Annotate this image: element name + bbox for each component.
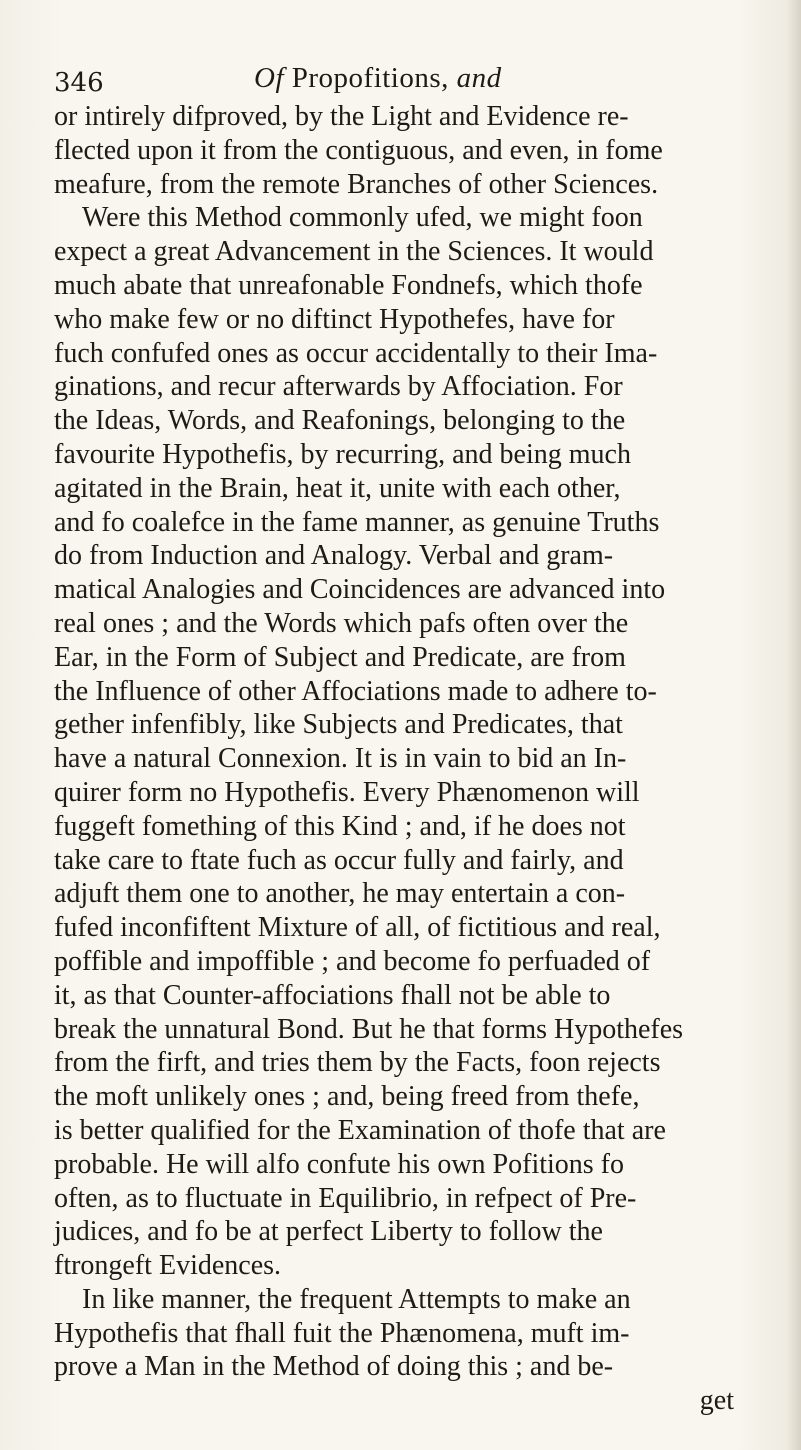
text-line: Hypothefis that fhall fuit the Phænomena, muft im- — [54, 1317, 630, 1349]
text-line: quirer form no Hypothefis. Every Phænomenon will — [54, 776, 640, 808]
text-line: have a natural Connexion. It is in vain to bid an In- — [54, 743, 627, 775]
text-line: In like manner, the frequent Attempts to make an — [82, 1283, 631, 1315]
text-line: Ear, in the Form of Subject and Predicate, are from — [54, 641, 626, 673]
text-line: from the firft, and tries them by the Facts, foon rejects — [54, 1047, 661, 1079]
page-header — [54, 60, 754, 100]
text-line: fufed inconfiftent Mixture of all, of fictitious and real, — [54, 912, 661, 944]
text-line: gether infenfibly, like Subjects and Predicates, that — [54, 709, 623, 741]
text-line: break the unnatural Bond. But he that forms Hypothefes — [54, 1013, 684, 1045]
catchword: get — [699, 1385, 734, 1417]
text-line: who make few or no diftinct Hypothefes, have for — [54, 303, 615, 335]
text-line: agitated in the Brain, heat it, unite with each other, — [54, 472, 621, 504]
text-line: Were this Method commonly ufed, we might foon — [82, 202, 643, 234]
text-line: it, as that Counter-affociations fhall not be able to — [54, 979, 611, 1011]
text-line: ginations, and recur afterwards by Affociation. For — [54, 371, 623, 403]
running-head-propositions: Propofitions, — [284, 62, 457, 94]
text-line: take care to ftate fuch as occur fully and fairly, and — [54, 844, 624, 876]
text-line: fuggeft fomething of this Kind ; and, if he does not — [54, 810, 626, 842]
running-head-of: Of — [254, 62, 284, 94]
text-line: real ones ; and the Words which pafs often over the — [54, 607, 629, 639]
text-line: the Influence of other Affociations made to adhere to- — [54, 675, 657, 707]
text-line: expect a great Advancement in the Sciences. It would — [54, 236, 654, 268]
text-line: matical Analogies and Coincidences are advanced into — [54, 574, 666, 606]
text-line: probable. He will alfo confute his own Pofitions fo — [54, 1148, 625, 1180]
text-line: judices, and fo be at perfect Liberty to follow the — [54, 1216, 603, 1248]
page-number: 346 — [54, 68, 104, 98]
text-line: favourite Hypothefis, by recurring, and being much — [54, 438, 631, 470]
text-line: fuch confufed ones as occur accidentally to their Ima- — [54, 337, 658, 369]
text-line: prove a Man in the Method of doing this ; and be- — [54, 1351, 614, 1383]
text-line: do from Induction and Analogy. Verbal and gram- — [54, 540, 614, 572]
running-head-and: and — [456, 62, 502, 94]
text-line: flected upon it from the contiguous, and even, in fome — [54, 134, 663, 166]
page-edge-shadow — [787, 0, 801, 1450]
text-line: the Ideas, Words, and Reafonings, belonging to the — [54, 405, 626, 437]
text-line: meafure, from the remote Branches of other Sciences. — [54, 168, 659, 200]
running-head — [254, 62, 502, 95]
text-line: and fo coalefce in the fame manner, as genuine Truths — [54, 506, 660, 538]
text-line: often, as to fluctuate in Equilibrio, in refpect of Pre- — [54, 1182, 637, 1214]
text-line: is better qualified for the Examination of thofe that are — [54, 1114, 666, 1146]
text-line: adjuft them one to another, he may entertain a con- — [54, 878, 626, 910]
text-line: much abate that unreafonable Fondnefs, which thofe — [54, 269, 643, 301]
body-text — [54, 100, 754, 1418]
text-line: the moft unlikely ones ; and, being freed from thefe, — [54, 1081, 640, 1113]
text-line: or intirely difproved, by the Light and Evidence re- — [54, 101, 629, 132]
text-line: ftrongeft Evidences. — [54, 1250, 282, 1282]
text-line: poffible and impoffible ; and become fo perfuaded of — [54, 945, 651, 977]
